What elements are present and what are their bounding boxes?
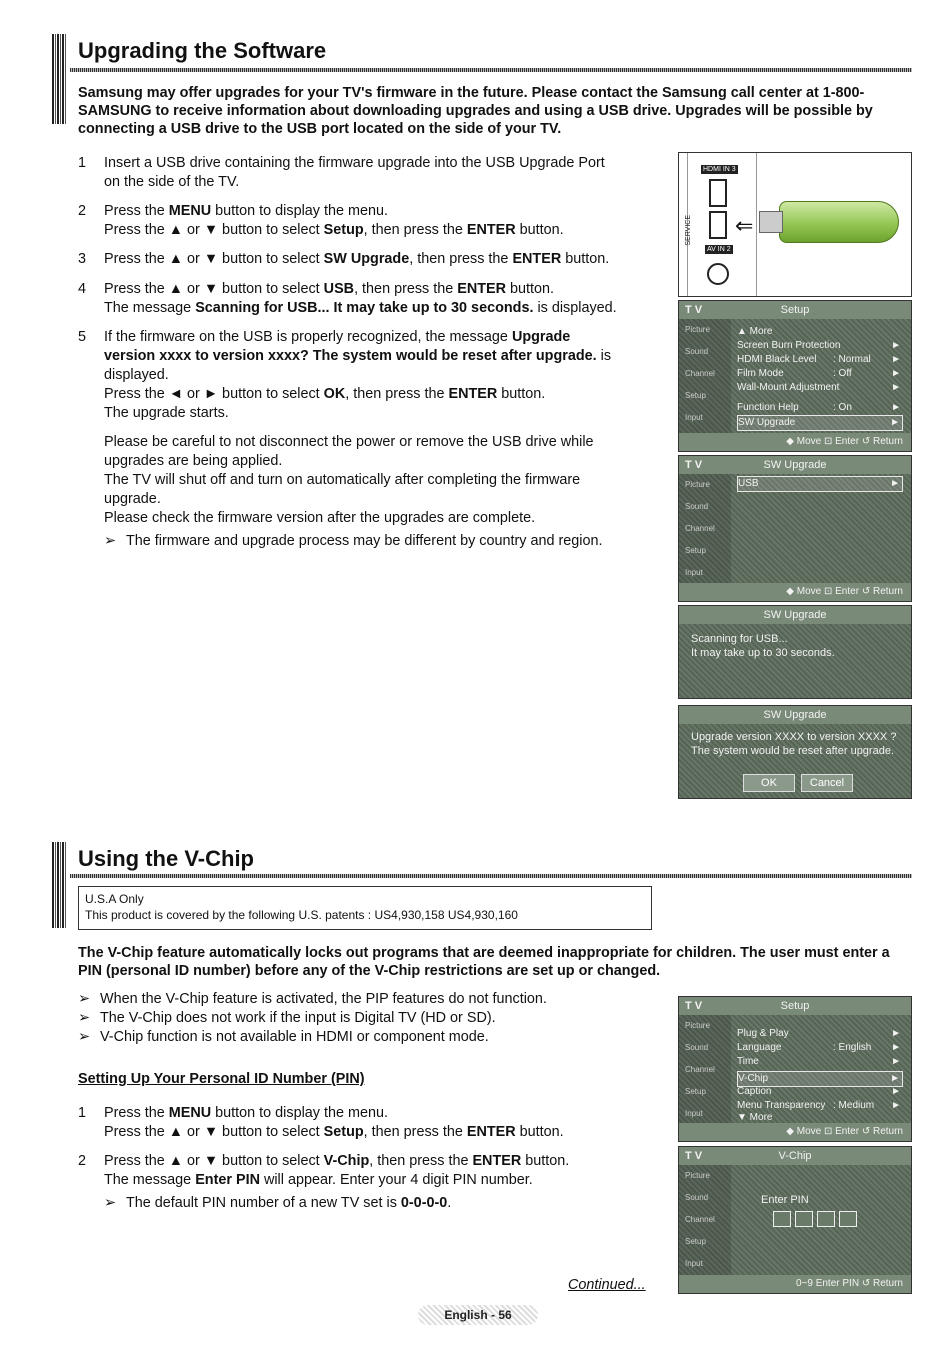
- section-marker: [52, 34, 66, 124]
- usb-connector-icon: [759, 211, 783, 233]
- av-port-icon: [707, 263, 729, 285]
- section1-intro: Samsung may offer upgrades for your TV's firmware in the future. Please contact the Samsung call center at 1-800-SAMSUNG to receive information about downloading upgrades and using a USB drive. Upgrades will be possible by connecting a USB drive to the USB port located on the side of your TV.: [78, 85, 873, 137]
- screen-upgrade-confirm: SW Upgrade Upgrade version XXXX to version XXXX ? The system would be reset after upgrade. OK Cancel: [678, 705, 912, 799]
- pin-digit-1[interactable]: [773, 1211, 791, 1227]
- section-title-vchip: Using the V-Chip: [78, 846, 254, 871]
- pin-digit-4[interactable]: [839, 1211, 857, 1227]
- note-arrow-icon: ➢: [78, 991, 91, 1007]
- vchip-note-3: ➢ V-Chip function is not available in HDMI or component mode.: [78, 1029, 489, 1045]
- page-number: English - 56: [418, 1305, 538, 1325]
- screen-setup-menu: T V Setup Picture Sound Channel Setup Input ▲ More Screen Burn Protection ► HDMI Black Level : Normal ► Film Mode : Off ► Wall-Mount Adjustment ► Function Help : On ► SW Upgrade ► ◆ Move ⊡ Enter ↺ Return: [678, 300, 912, 452]
- vchip-note-1: ➢ When the V-Chip feature is activated, the PIP features do not function.: [78, 991, 547, 1007]
- screen-vchip-pin: T V V-Chip Picture Sound Channel Setup Input Enter PIN 0~9 Enter PIN ↺ Return: [678, 1146, 912, 1294]
- av-in-label: AV IN 2: [707, 246, 731, 253]
- hdmi-port-icon: [709, 179, 727, 207]
- hdmi-label: HDMI IN 3: [703, 166, 736, 173]
- step-2: 2 Press the MENU button to display the menu. Press the ▲ or ▼ button to select Setup, then press the ENTER button.: [78, 203, 564, 238]
- note-arrow-icon: ➢: [104, 533, 117, 549]
- vchip-note-2: ➢ The V-Chip does not work if the input is Digital TV (HD or SD).: [78, 1010, 496, 1026]
- note-arrow-icon: ➢: [104, 1195, 117, 1211]
- note-arrow-icon: ➢: [78, 1010, 91, 1026]
- pin-digit-2[interactable]: [795, 1211, 813, 1227]
- screen-setup-menu-vchip: T V Setup Picture Sound Channel Setup Input Plug & Play ► Language : English ► Time ► V-Chip ► Caption ► Menu Transparency : Medium ► ▼ More ◆ Move ⊡ Enter ↺ Return: [678, 996, 912, 1142]
- section2-intro: The V-Chip feature automatically locks out programs that are deemed inappropriate for children. The user must enter a PIN (personal ID number) before any of the V-Chip restrictions are set up or changed.: [78, 945, 890, 979]
- continued-label: Continued...: [568, 1277, 646, 1293]
- vchip-step-1: 1 Press the MENU button to display the menu. Press the ▲ or ▼ button to select Setup, then press the ENTER button.: [78, 1105, 564, 1140]
- screen-scanning: SW Upgrade Scanning for USB... It may take up to 30 seconds.: [678, 605, 912, 699]
- usb-port-figure: [678, 152, 912, 297]
- usa-patent-box: U.S.A Only This product is covered by the following U.S. patents : US4,930,158 US4,930,160: [78, 886, 652, 930]
- section-rule: [70, 874, 912, 878]
- usb-port-icon: [709, 211, 727, 239]
- step-1: 1 Insert a USB drive containing the firmware upgrade into the USB Upgrade Port on the side of the TV.: [78, 155, 605, 190]
- usb-drive-icon: [779, 201, 899, 243]
- note-arrow-icon: ➢: [78, 1029, 91, 1045]
- note-text: The firmware and upgrade process may be different by country and region.: [126, 533, 603, 549]
- step-4: 4 Press the ▲ or ▼ button to select USB, then press the ENTER button. The message Scanning for USB... It may take up to 30 seconds. is displayed.: [78, 281, 617, 316]
- step-5: 5 If the firmware on the USB is properly recognized, the message Upgrade version xxxx to version xxxx? The system would be reset after upgrade. is displayed. Press the ◄ or ► button to select OK, then press the ENTER button. The upgrade starts. Please be careful to not disconnect the power or remove the USB drive while upgrades are being applied. The TV will shut off and turn on automatically after completing the firmware upgrade. Please check the firmware version after the upgrades are complete. ➢ The firmware and upgrade process may be different by country and region.: [78, 329, 612, 549]
- pin-digit-3[interactable]: [817, 1211, 835, 1227]
- section-title-upgrading: Upgrading the Software: [78, 38, 327, 63]
- cancel-button[interactable]: Cancel: [801, 774, 853, 792]
- screen-sw-upgrade: T V SW Upgrade Picture Sound Channel Setup Input USB ► ◆ Move ⊡ Enter ↺ Return: [678, 455, 912, 602]
- section-rule: [70, 68, 912, 72]
- section-marker: [52, 842, 66, 928]
- step-3: 3 Press the ▲ or ▼ button to select SW Upgrade, then press the ENTER button.: [78, 251, 610, 267]
- enter-pin-label: Enter PIN: [761, 1194, 809, 1206]
- service-label: SERVICE: [685, 215, 692, 246]
- ok-button[interactable]: OK: [743, 774, 795, 792]
- vchip-step-2: 2 Press the ▲ or ▼ button to select V-Chip, then press the ENTER button. The message Enter PIN will appear. Enter your 4 digit PIN number. ➢ The default PIN number of a new TV set is 0-0-0-0.: [78, 1153, 570, 1211]
- pin-subheading: Setting Up Your Personal ID Number (PIN): [78, 1071, 365, 1087]
- insert-arrow-icon: ⇐: [735, 213, 754, 238]
